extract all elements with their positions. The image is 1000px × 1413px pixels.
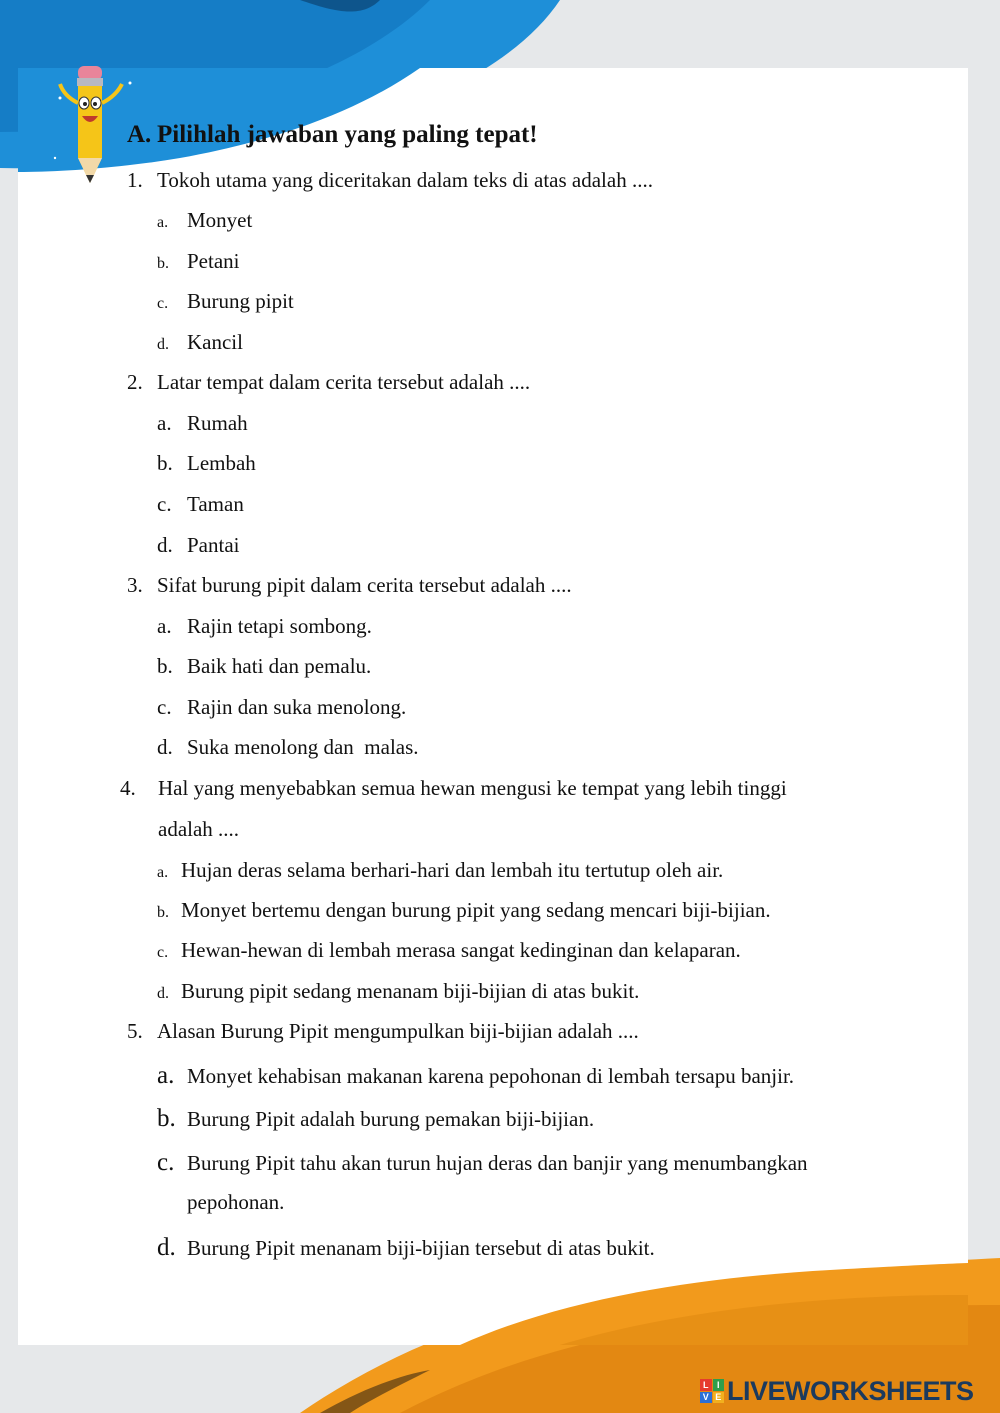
option-letter: c.	[157, 1149, 175, 1176]
section-title-text: Pilihlah jawaban yang paling tepat!	[157, 121, 538, 148]
option-text: Monyet	[187, 208, 253, 232]
option-letter: c.	[157, 492, 172, 516]
option-3b[interactable]	[157, 654, 371, 679]
section-title	[127, 121, 538, 149]
option-letter: a.	[157, 411, 172, 435]
option-text: Baik hati dan pemalu.	[187, 654, 372, 678]
option-text: Burung pipit	[187, 289, 294, 313]
option-1c[interactable]	[157, 289, 294, 314]
brand-logo-letter: I	[713, 1379, 725, 1391]
option-letter: b.	[157, 654, 173, 678]
option-text: Taman	[187, 492, 244, 516]
option-text: Monyet kehabisan makanan karena pepohonan di lembah tersapu banjir.	[187, 1064, 795, 1088]
question-4-continued	[158, 817, 239, 842]
option-text: Petani	[187, 249, 240, 273]
question-text-line1: Hal yang menyebabkan semua hewan mengusi ke tempat yang lebih tinggi	[158, 776, 787, 800]
option-text-line2: pepohonan.	[187, 1190, 285, 1214]
option-text: Burung pipit sedang menanam biji-bijian di atas bukit.	[181, 979, 640, 1003]
brand-text: LIVEWORKSHEETS	[727, 1375, 974, 1406]
option-text: Pantai	[187, 533, 240, 557]
question-text: Sifat burung pipit dalam cerita tersebut adalah ....	[157, 573, 572, 597]
option-letter: a.	[157, 1062, 175, 1089]
option-2c[interactable]	[157, 492, 244, 517]
option-text: Kancil	[187, 330, 243, 354]
section-letter: A.	[127, 121, 152, 148]
option-1a[interactable]	[157, 208, 252, 233]
option-1d[interactable]	[157, 330, 243, 355]
question-2	[127, 370, 530, 395]
option-letter: d.	[157, 336, 169, 353]
option-text: Rajin dan suka menolong.	[187, 695, 407, 719]
option-text: Suka menolong dan malas.	[187, 735, 419, 759]
option-letter: d.	[157, 1234, 176, 1261]
option-letter: a.	[157, 614, 172, 638]
option-1b[interactable]	[157, 249, 240, 274]
brand-logo-icon	[700, 1379, 724, 1403]
option-text: Hujan deras selama berhari-hari dan lembah itu tertutup oleh air.	[181, 858, 724, 882]
question-text: Tokoh utama yang diceritakan dalam teks di atas adalah ....	[157, 168, 653, 192]
question-number: 5.	[127, 1019, 143, 1043]
option-2a[interactable]	[157, 411, 248, 436]
option-text: Rajin tetapi sombong.	[187, 614, 372, 638]
question-number: 1.	[127, 168, 143, 192]
option-letter: c.	[157, 695, 172, 719]
option-3a[interactable]	[157, 614, 372, 639]
option-text: Hewan-hewan di lembah merasa sangat kedinginan dan kelaparan.	[181, 938, 741, 962]
option-text: Burung Pipit adalah burung pemakan biji-bijian.	[187, 1107, 595, 1131]
option-4b[interactable]	[157, 898, 771, 923]
liveworksheets-brand	[700, 1376, 974, 1406]
question-number: 4.	[120, 776, 136, 800]
option-letter: a.	[157, 864, 169, 881]
option-4c[interactable]	[157, 938, 741, 963]
option-letter: d.	[157, 985, 169, 1002]
brand-logo-letter: L	[700, 1379, 712, 1391]
option-letter: c.	[157, 295, 169, 312]
option-text-line1: Burung Pipit tahu akan turun hujan deras dan banjir yang menumbangkan	[187, 1151, 808, 1175]
option-5c-continued	[187, 1190, 284, 1215]
option-letter: d.	[157, 735, 173, 759]
brand-logo-letter: E	[713, 1392, 725, 1404]
question-number: 3.	[127, 573, 143, 597]
question-5	[127, 1019, 639, 1044]
question-text: Alasan Burung Pipit mengumpulkan biji-bijian adalah ....	[157, 1019, 639, 1043]
question-1	[127, 168, 653, 193]
option-letter: d.	[157, 533, 173, 557]
option-letter: b.	[157, 904, 169, 921]
question-text: Latar tempat dalam cerita tersebut adalah ....	[157, 370, 531, 394]
option-5c[interactable]	[157, 1149, 808, 1177]
option-letter: b.	[157, 1105, 176, 1132]
question-3	[127, 573, 572, 598]
option-5b[interactable]	[157, 1105, 594, 1133]
option-2d[interactable]	[157, 533, 240, 558]
option-3c[interactable]	[157, 695, 406, 720]
option-3d[interactable]	[157, 735, 419, 760]
option-text: Rumah	[187, 411, 248, 435]
question-text-line2: adalah ....	[158, 817, 240, 841]
option-5d[interactable]	[157, 1234, 655, 1262]
brand-logo-letter: V	[700, 1392, 712, 1404]
pencil-mascot-icon	[40, 58, 140, 188]
option-2b[interactable]	[157, 451, 256, 476]
option-5a[interactable]	[157, 1062, 794, 1090]
option-text: Burung Pipit menanam biji-bijian tersebut di atas bukit.	[187, 1236, 655, 1260]
question-4	[120, 776, 787, 801]
option-4d[interactable]	[157, 979, 639, 1004]
option-letter: b.	[157, 255, 169, 272]
option-4a[interactable]	[157, 858, 723, 883]
option-letter: c.	[157, 944, 169, 961]
option-letter: a.	[157, 214, 169, 231]
option-letter: b.	[157, 451, 173, 475]
option-text: Lembah	[187, 451, 256, 475]
option-text: Monyet bertemu dengan burung pipit yang sedang mencari biji-bijian.	[181, 898, 771, 922]
question-number: 2.	[127, 370, 143, 394]
